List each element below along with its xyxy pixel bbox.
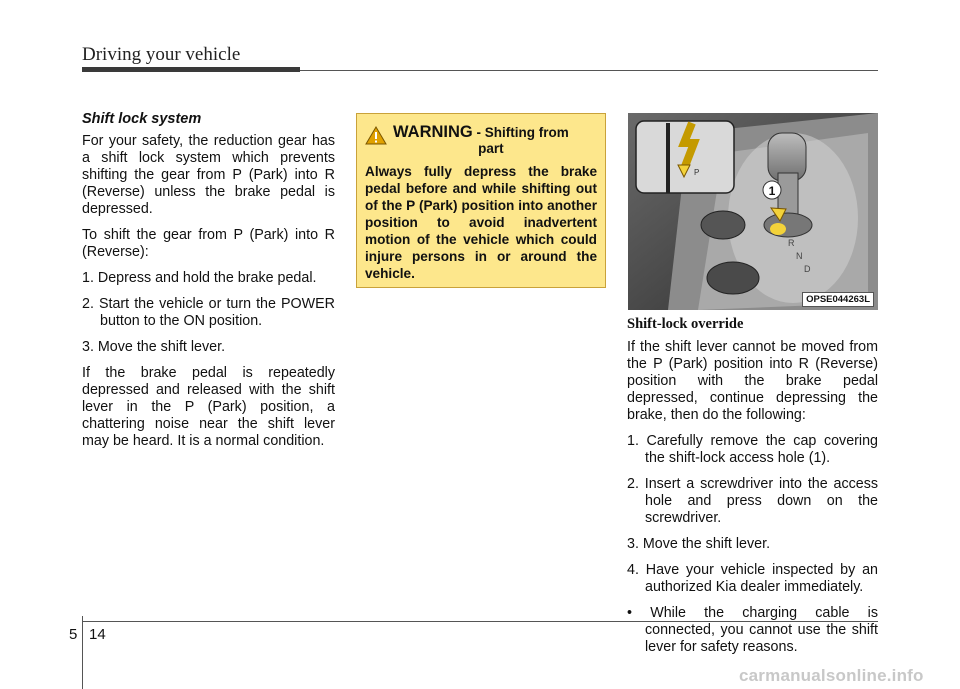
warning-title-b: part <box>478 141 504 156</box>
list-item: 4. Have your vehicle inspected by an authorized Kia dealer immediately. <box>627 562 878 595</box>
inset-letter-p: P <box>694 168 700 177</box>
header-rule <box>300 70 878 71</box>
warning-header <box>365 124 597 157</box>
chapter-number: 5 <box>69 626 78 643</box>
page-header-title: Driving your vehicle <box>82 44 241 65</box>
list-item: 2. Insert a screwdriver into the access hole and press down on the screwdriver. <box>627 476 878 526</box>
list-item: 2. Start the vehicle or turn the POWER button to the ON position. <box>82 296 335 329</box>
warning-box <box>356 113 606 288</box>
footer-divider <box>82 616 83 689</box>
warning-body: Always fully depress the brake pedal before and while shifting out of the P (Park) position into another position to avoid inadvertent motion of the vehicle which could injure persons in or around the vehicle. <box>365 164 597 281</box>
gear-letter-r: R <box>788 238 795 248</box>
footer-rule <box>82 621 878 622</box>
warning-title <box>393 124 569 157</box>
watermark: carmanualsonline.info <box>739 666 924 685</box>
paragraph: If the shift lever cannot be moved from the P (Park) position into R (Reverse) position with the brake pedal depressed, continue depressing the brake, then do the following: <box>627 339 878 423</box>
warning-label: WARNING <box>393 123 473 141</box>
shift-lever-illustration <box>628 113 878 310</box>
right-column <box>627 316 878 665</box>
paragraph: For your safety, the reduction gear has a shift lock system which prevents shifting the gear from P (Park) into R (Reverse) unless the brake pedal is depressed. <box>82 133 335 217</box>
list-item: 1. Carefully remove the cap covering the shift-lock access hole (1). <box>627 433 878 466</box>
section-heading-override: Shift-lock override <box>627 316 744 332</box>
warning-triangle-icon <box>365 126 387 145</box>
gear-letter-n: N <box>796 251 803 261</box>
section-heading-shift-lock: Shift lock system <box>82 111 202 127</box>
list-item: 1. Depress and hold the brake pedal. <box>82 270 317 286</box>
header-bar <box>82 67 300 72</box>
photo-caption: OPSE044263L <box>802 292 874 307</box>
shift-lever-photo <box>628 113 878 310</box>
left-column <box>82 111 335 459</box>
gear-letter-d: D <box>804 264 811 274</box>
list-item: • While the charging cable is connected, you cannot use the shift lever for safety reasons. <box>627 605 878 655</box>
callout-number: 1 <box>768 184 776 198</box>
list-item: 3. Move the shift lever. <box>627 536 771 552</box>
paragraph: If the brake pedal is repeatedly depressed and released with the shift lever in the P (Park) position, a chattering noise near the shift lever may be heard. It is a normal condition. <box>82 365 335 449</box>
warning-title-a: - Shifting from <box>476 125 569 140</box>
page-number: 14 <box>89 626 106 643</box>
paragraph: To shift the gear from P (Park) into R (Reverse): <box>82 227 335 260</box>
list-item: 3. Move the shift lever. <box>82 339 226 355</box>
